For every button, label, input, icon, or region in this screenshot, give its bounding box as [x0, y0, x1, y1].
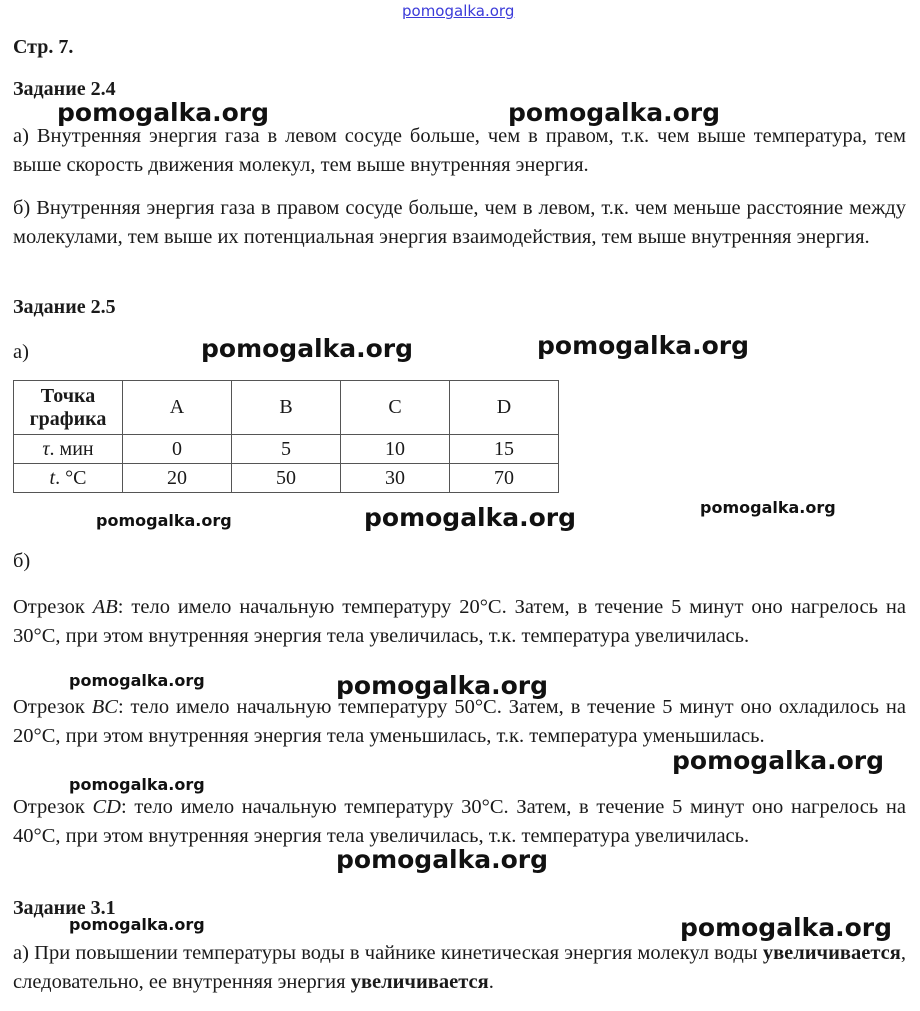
- segment-ab-para: [13, 593, 906, 650]
- temp-cell: 50: [232, 464, 341, 493]
- segment-prefix: Отрезок: [13, 596, 93, 618]
- temp-cell: 70: [450, 464, 559, 493]
- para-text: а) При повышении температуры воды в чайнике кинетическая энергия молекул воды: [13, 942, 763, 964]
- watermark: pomogalka.org: [336, 671, 549, 700]
- task-3-1-para-a: [13, 939, 906, 996]
- point-cell: A: [123, 381, 232, 435]
- table-row: [14, 381, 559, 435]
- temp-cell: 20: [123, 464, 232, 493]
- para-bold: увеличивается: [762, 942, 901, 964]
- watermark: pomogalka.org: [201, 334, 414, 363]
- segment-prefix: Отрезок: [13, 696, 92, 718]
- segment-name: CD: [92, 796, 121, 818]
- points-table: [13, 380, 559, 493]
- segment-cd-para: [13, 793, 906, 850]
- temp-cell: 30: [341, 464, 450, 493]
- para-bold: увеличивается: [350, 970, 489, 993]
- segment-name: AB: [92, 596, 118, 618]
- task-2-4-para-b: б) Внутренняя энергия газа в правом сосуде больше, чем в левом, т.к. чем меньше расстояние между молекулами, тем выше их потенциальная энергия взаимодействия, тем выше внутренняя энергия.: [13, 197, 906, 248]
- point-cell: C: [341, 381, 450, 435]
- watermark: pomogalka.org: [364, 503, 577, 532]
- time-cell: 0: [123, 435, 232, 464]
- watermark: pomogalka.org: [69, 915, 205, 934]
- watermark: pomogalka.org: [336, 845, 549, 874]
- watermark: pomogalka.org: [96, 511, 232, 530]
- watermark: pomogalka.org: [69, 775, 205, 794]
- watermark: pomogalka.org: [57, 98, 270, 127]
- watermark: pomogalka.org: [508, 98, 721, 127]
- time-cell: 10: [341, 435, 450, 464]
- para-text: , следовательно, ее внутренняя энергия: [13, 942, 906, 993]
- table-header-cell: [14, 381, 123, 435]
- segment-prefix: Отрезок: [13, 796, 93, 818]
- task-2-5-title: Задание 2.5: [13, 296, 116, 318]
- watermark: pomogalka.org: [537, 331, 750, 360]
- time-cell: 5: [232, 435, 341, 464]
- task-2-4-title: Задание 2.4: [13, 78, 116, 100]
- temp-var: t: [49, 466, 56, 489]
- temp-label-cell: [14, 464, 123, 493]
- header-line2: графика: [29, 407, 107, 430]
- watermark: pomogalka.org: [680, 913, 893, 942]
- table-row: [14, 464, 559, 493]
- task-2-4-para-a: а) Внутренняя энергия газа в левом сосуде больше, чем в правом, т.к. чем выше температура, тем выше скорость движения молекул, тем выше внутренняя энергия.: [13, 125, 906, 176]
- segment-bc-para: [13, 693, 906, 750]
- time-unit: . мин: [49, 437, 94, 460]
- task-2-5-label-b: б): [13, 550, 31, 572]
- watermark: pomogalka.org: [672, 746, 885, 775]
- page-label: Стр. 7.: [13, 36, 74, 58]
- task-2-5-label-a: а): [13, 341, 29, 363]
- time-var: τ: [42, 437, 50, 460]
- time-cell: 15: [450, 435, 559, 464]
- site-link[interactable]: pomogalka.org: [402, 2, 515, 20]
- segment-name: BC: [91, 696, 118, 718]
- watermark: pomogalka.org: [69, 671, 205, 690]
- segment-text: : тело имело начальную температуру 50°С. Затем, в течение 5 минут оно охладилось на 20°С, при этом внутренняя энергия тела уменьшилась, т.к. температура уменьшилась.: [13, 696, 906, 747]
- point-cell: D: [450, 381, 559, 435]
- para-text: .: [488, 970, 494, 993]
- task-3-1-title: Задание 3.1: [13, 897, 116, 919]
- time-label-cell: [14, 435, 123, 464]
- point-cell: B: [232, 381, 341, 435]
- table-row: [14, 435, 559, 464]
- segment-text: : тело имело начальную температуру 20°С. Затем, в течение 5 минут оно нагрелось на 30°С, при этом внутренняя энергия тела увеличилась, т.к. температура увеличилась.: [13, 596, 906, 647]
- segment-text: : тело имело начальную температуру 30°С. Затем, в течение 5 минут оно нагрелось на 40°С, при этом внутренняя энергия тела увеличилась, т.к. температура увеличилась.: [13, 796, 906, 847]
- watermark: pomogalka.org: [700, 498, 836, 517]
- header-line1: Точка: [40, 384, 96, 407]
- temp-unit: . °С: [55, 466, 87, 489]
